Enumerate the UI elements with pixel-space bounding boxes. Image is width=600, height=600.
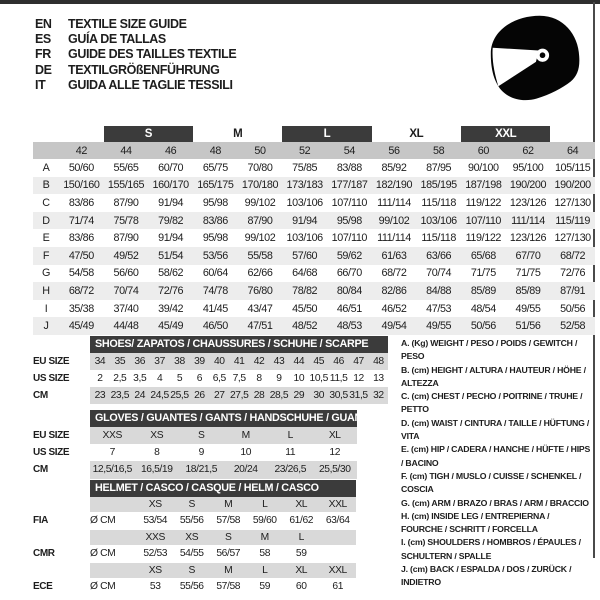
helmet-value-cell: 55/56: [179, 581, 204, 593]
helmet-value-cell: 53: [149, 581, 161, 593]
helmet-standard-label: CMR: [33, 548, 55, 560]
gloves-value-cell: 12: [329, 446, 341, 458]
size-group-m: M: [233, 128, 243, 140]
helmet-value-cell: 59: [295, 548, 307, 560]
size-value-cell: 107/110: [331, 196, 368, 209]
gloves-value-cell: XL: [328, 429, 341, 441]
size-value-cell: 103/106: [420, 214, 457, 227]
size-value-cell: 103/106: [286, 196, 323, 209]
gloves-value-cell: S: [198, 429, 205, 441]
legend-item: A. (Kg) WEIGHT / PESO / POIDS / GEWITCH / PESO: [401, 338, 578, 362]
helmet-size-header: M: [224, 564, 233, 576]
size-value-cell: 155/165: [107, 179, 145, 192]
helmet-size-header: S: [188, 564, 195, 576]
gloves-value-cell: 18/21,5: [185, 464, 218, 475]
size-value-cell: 87/91: [560, 284, 586, 297]
size-group-xl: XL: [409, 128, 424, 140]
shoes-value-cell: 9: [276, 372, 282, 384]
size-value-cell: 55/65: [113, 161, 139, 174]
size-value-cell: 95/98: [202, 232, 228, 245]
size-value-cell: 49/54: [381, 320, 407, 333]
size-value-cell: 54/58: [68, 267, 94, 280]
helmet-value-cell: 52/53: [143, 548, 168, 560]
shoes-value-cell: 3,5: [133, 372, 147, 384]
gloves-value-cell: 23/26,5: [274, 464, 307, 475]
size-value-cell: 190/200: [554, 179, 591, 192]
size-value-cell: 115/118: [421, 232, 456, 245]
size-value-cell: 87/90: [113, 196, 139, 209]
size-value-cell: 91/94: [158, 232, 184, 245]
size-value-cell: 79/82: [158, 214, 184, 227]
gloves-row-label: CM: [33, 464, 48, 475]
size-value-cell: 71/75: [470, 267, 496, 280]
helmet-value-cell: 59: [259, 581, 271, 593]
size-value-cell: 60/70: [158, 161, 184, 174]
legend-item: E. (cm) HIP / CADERA / HANCHE / HÜFTE / HIPS / BACINO: [401, 444, 591, 468]
size-row-label: B: [42, 179, 50, 192]
guide-title: TEXTILE SIZE GUIDE: [68, 17, 187, 31]
shoes-row-label: CM: [33, 389, 48, 401]
size-value-cell: 99/102: [244, 196, 276, 209]
shoes-value-cell: 40: [213, 355, 225, 367]
size-value-cell: 87/90: [247, 214, 273, 227]
size-value-cell: 52/58: [560, 320, 586, 333]
language-row: [35, 63, 236, 78]
helmet-value-cell: 58: [259, 548, 271, 560]
size-value-cell: 190/200: [509, 179, 547, 192]
size-row-label: G: [42, 267, 50, 280]
shoes-value-cell: 27,5: [229, 389, 249, 401]
size-value-cell: 182/190: [375, 179, 413, 192]
size-value-cell: 66/70: [336, 267, 362, 280]
shoes-size-table: [33, 336, 388, 404]
shoes-value-cell: 10,5: [309, 372, 328, 384]
helmet-diameter-label: Ø CM: [90, 581, 116, 593]
shoes-value-cell: 7,5: [232, 372, 246, 384]
size-value-cell: 95/98: [336, 214, 362, 227]
size-value-cell: 80/84: [336, 284, 362, 297]
helmet-value-cell: 57/58: [216, 581, 241, 593]
shoes-value-cell: 36: [134, 355, 146, 367]
size-value-cell: 61/63: [381, 249, 407, 262]
shoes-value-cell: 30,5: [329, 389, 348, 401]
helmet-size-header: M: [260, 531, 269, 543]
language-row: [35, 78, 236, 93]
size-value-cell: 76/80: [247, 284, 273, 297]
shoes-value-cell: 47: [353, 355, 364, 367]
size-value-cell: 45/49: [158, 320, 184, 333]
size-value-cell: 84/88: [426, 284, 452, 297]
language-code: IT: [35, 77, 46, 92]
size-value-cell: 35/38: [68, 302, 94, 315]
size-value-cell: 46/50: [202, 320, 228, 333]
shoes-value-cell: 13: [373, 372, 384, 384]
helmet-size-header: L: [262, 498, 268, 510]
size-value-cell: 115/119: [555, 214, 590, 227]
shoes-value-cell: 48: [373, 355, 384, 367]
size-value-cell: 70/80: [247, 161, 273, 174]
shoes-value-cell: 2: [97, 372, 103, 384]
helmet-standard-label: FIA: [33, 515, 48, 527]
size-value-cell: 48/54: [470, 302, 496, 315]
guide-title: TEXTILGRÖßENFÜHRUNG: [68, 62, 220, 77]
gloves-value-cell: 9: [198, 446, 204, 458]
size-row-label: C: [42, 196, 50, 209]
helmet-value-cell: 61/62: [289, 515, 314, 527]
gloves-value-cell: M: [241, 429, 250, 441]
legend-item: F. (cm) TIGH / MUSLO / CUISSE / SCHENKEL / COSCIA: [401, 470, 582, 495]
size-value-cell: 50/60: [68, 161, 94, 174]
guide-title: GUIDA ALLE TAGLIE TESSILI: [68, 77, 233, 92]
helmet-size-header: M: [224, 498, 233, 510]
size-value-cell: 49/55: [515, 302, 541, 315]
helmet-value-cell: 55/56: [179, 515, 204, 527]
size-value-cell: 83/86: [68, 196, 94, 209]
gloves-value-cell: 12,5/16,5: [92, 464, 132, 475]
size-value-cell: 43/47: [247, 302, 273, 315]
size-column-header: 48: [209, 144, 221, 157]
shoes-value-cell: 45: [313, 355, 325, 367]
size-value-cell: 72/76: [158, 284, 184, 297]
measurement-legend: [401, 337, 593, 590]
size-value-cell: 160/170: [152, 179, 189, 192]
shoes-value-cell: 23,5: [110, 389, 130, 401]
size-value-cell: 85/89: [515, 284, 541, 297]
size-value-cell: 48/53: [336, 320, 362, 333]
shoes-value-cell: 10: [293, 372, 305, 384]
size-value-cell: 49/55: [426, 320, 452, 333]
size-value-cell: 70/74: [113, 284, 139, 297]
size-column-header: 56: [388, 144, 400, 157]
size-value-cell: 105/115: [554, 161, 591, 174]
gloves-value-cell: L: [287, 429, 293, 441]
size-value-cell: 72/76: [560, 267, 586, 280]
size-value-cell: 45/49: [68, 320, 94, 333]
helmet-size-header: XS: [148, 564, 162, 576]
size-value-cell: 39/42: [158, 302, 184, 315]
shoes-value-cell: 37: [154, 355, 165, 367]
size-value-cell: 107/110: [465, 214, 502, 227]
gloves-table-title: GLOVES / GUANTES / GANTS / HANDSCHUHE / GUANTI: [90, 410, 357, 427]
size-value-cell: 70/74: [426, 267, 452, 280]
size-value-cell: 150/160: [63, 179, 100, 192]
size-value-cell: 111/114: [511, 214, 545, 227]
top-border: [0, 0, 600, 4]
size-value-cell: 62/66: [247, 267, 273, 280]
size-group-s: S: [104, 126, 193, 142]
size-value-cell: 187/198: [465, 179, 502, 192]
size-value-cell: 165/175: [197, 179, 234, 192]
shoes-value-cell: 31,5: [349, 389, 368, 401]
shoes-value-cell: 2,5: [113, 372, 127, 384]
size-value-cell: 68/72: [381, 267, 407, 280]
size-value-cell: 71/75: [515, 267, 541, 280]
size-value-cell: 60/64: [202, 267, 228, 280]
size-value-cell: 44/48: [113, 320, 139, 333]
legend-item: C. (cm) CHEST / PECHO / POITRINE / TRUHE / PETTO: [401, 391, 583, 415]
size-value-cell: 87/90: [113, 232, 139, 245]
helmet-table-title: HELMET / CASCO / CASQUE / HELM / CASCO: [90, 480, 356, 497]
helmet-standard-label: ECE: [33, 581, 53, 593]
language-code: FR: [35, 47, 51, 62]
size-value-cell: 123/126: [509, 196, 547, 209]
helmet-value-cell: 57/58: [216, 515, 241, 527]
shoes-value-cell: 6: [196, 372, 203, 384]
gloves-value-cell: 7: [109, 446, 115, 458]
size-value-cell: 185/195: [420, 179, 457, 192]
size-value-cell: 99/102: [244, 232, 276, 245]
gloves-value-cell: XS: [150, 429, 164, 441]
size-value-cell: 74/78: [202, 284, 228, 297]
size-value-cell: 49/52: [113, 249, 139, 262]
size-column-header: 50: [254, 144, 266, 157]
language-row: [35, 47, 236, 62]
size-value-cell: 85/89: [470, 284, 496, 297]
size-value-cell: 91/94: [158, 196, 184, 209]
size-value-cell: 127/130: [554, 196, 591, 209]
helmet-value-cell: 63/64: [325, 515, 350, 527]
size-value-cell: 68/72: [560, 249, 586, 262]
gloves-value-cell: 20/24: [233, 464, 258, 475]
size-value-cell: 99/102: [378, 214, 410, 227]
shoes-value-cell: 8: [256, 372, 262, 384]
legend-item: D. (cm) WAIST / CINTURA / TAILLE / HÜFTUNG / VITA: [401, 417, 590, 442]
size-value-cell: 87/95: [426, 161, 452, 174]
size-value-cell: 115/118: [421, 196, 456, 209]
gloves-value-cell: 25,5/30: [318, 464, 351, 475]
size-value-cell: 47/51: [247, 320, 273, 333]
size-value-cell: 65/75: [202, 161, 228, 174]
legend-item: G. (cm) ARM / BRAZO / BRAS / ARM / BRACCIO: [401, 497, 589, 508]
shoes-row-label: US SIZE: [33, 372, 70, 384]
size-value-cell: 53/56: [202, 249, 228, 262]
shoes-value-cell: 35: [114, 355, 126, 367]
shoes-table-title: SHOES/ ZAPATOS / CHAUSSURES / SCHUHE / SCARPE: [90, 336, 388, 353]
legend-item: H. (cm) INSIDE LEG / ENTREPIERNA / FOURCHE / SCHRITT / FORCELLA: [401, 510, 550, 535]
size-value-cell: 83/86: [202, 214, 228, 227]
size-value-cell: 82/86: [381, 284, 407, 297]
helmet-value-cell: 59/60: [252, 515, 277, 527]
helmet-value-cell: 60: [295, 581, 307, 593]
size-column-header: 64: [567, 144, 579, 157]
size-value-cell: 63/66: [426, 249, 452, 262]
size-value-cell: 50/56: [560, 302, 586, 315]
helmet-size-header: XL: [295, 564, 308, 576]
helmet-size-header: S: [225, 531, 232, 543]
shoes-value-cell: 28,5: [269, 389, 289, 401]
helmet-size-header: L: [262, 564, 268, 576]
language-row: [35, 17, 236, 32]
shoes-value-cell: 38: [174, 355, 185, 367]
size-row-label: A: [42, 161, 50, 174]
size-value-cell: 177/187: [331, 179, 368, 192]
size-value-cell: 127/130: [554, 232, 591, 245]
size-value-cell: 47/53: [426, 302, 452, 315]
language-code: ES: [35, 32, 51, 47]
size-value-cell: 68/72: [68, 284, 94, 297]
size-value-cell: 95/100: [512, 161, 544, 174]
helmet-size-header: S: [188, 498, 195, 510]
size-row-label: F: [42, 249, 50, 262]
size-value-cell: 75/78: [113, 214, 139, 227]
size-row-label: D: [42, 214, 50, 227]
gloves-row-label: US SIZE: [33, 446, 70, 458]
shoes-row-label: EU SIZE: [33, 355, 70, 367]
textile-size-table: [33, 126, 595, 335]
gloves-row-label: EU SIZE: [33, 429, 70, 441]
shoes-value-cell: 30: [313, 389, 325, 401]
size-value-cell: 41/45: [202, 302, 228, 315]
shoes-value-cell: 4: [156, 372, 163, 384]
size-value-cell: 107/110: [331, 232, 368, 245]
size-value-cell: 46/51: [336, 302, 362, 315]
shoes-value-cell: 5: [176, 372, 183, 384]
size-value-cell: 173/183: [286, 179, 323, 192]
size-column-header: 62: [522, 144, 534, 157]
legend-item: B. (cm) HEIGHT / ALTURA / HAUTEUR / HÖHE / ALTEZZA: [401, 364, 586, 388]
size-column-header: 42: [75, 144, 87, 157]
size-value-cell: 111/114: [377, 232, 411, 245]
size-value-cell: 119/122: [465, 232, 502, 245]
size-value-cell: 48/52: [292, 320, 318, 333]
language-code: DE: [35, 62, 52, 77]
size-column-header: 58: [433, 144, 445, 157]
size-value-cell: 37/40: [113, 302, 139, 315]
size-value-cell: 91/94: [292, 214, 318, 227]
size-value-cell: 59/62: [336, 249, 362, 262]
size-value-cell: 71/74: [68, 214, 94, 227]
guide-title: GUIDE DES TAILLES TEXTILE: [68, 47, 237, 62]
size-value-cell: 67/70: [515, 249, 541, 262]
size-value-cell: 51/54: [158, 249, 184, 262]
size-value-cell: 85/92: [381, 161, 407, 174]
size-value-cell: 57/60: [292, 249, 318, 262]
gloves-value-cell: 8: [154, 446, 160, 458]
gloves-value-cell: 11: [285, 446, 296, 458]
helmet-value-cell: 56/57: [216, 548, 241, 560]
size-value-cell: 46/52: [381, 302, 407, 315]
legend-item: J. (cm) BACK / ESPALDA / DOS / ZURÜCK / INDIETRO: [401, 564, 572, 588]
helmet-size-header: XXS: [145, 531, 165, 543]
shoes-value-cell: 12: [353, 372, 364, 384]
shoes-value-cell: 25,5: [170, 389, 189, 401]
shoes-value-cell: 24: [134, 389, 146, 401]
gloves-size-table: [33, 410, 371, 479]
size-row-label: H: [42, 284, 50, 297]
helmet-size-header: XL: [295, 498, 308, 510]
helmet-size-header: XXL: [328, 498, 347, 510]
helmet-icon: [487, 12, 583, 106]
size-value-cell: 56/60: [113, 267, 139, 280]
gloves-value-cell: 10: [240, 446, 252, 458]
gloves-value-cell: XXS: [102, 429, 122, 441]
helmet-value-cell: 53/54: [143, 515, 168, 527]
helmet-value-cell: 61: [332, 581, 344, 593]
helmet-size-header: XXL: [328, 564, 347, 576]
language-code: EN: [35, 17, 52, 31]
shoes-value-cell: 26: [194, 389, 205, 401]
size-value-cell: 65/68: [470, 249, 496, 262]
size-value-cell: 58/62: [158, 267, 184, 280]
size-column-header: 46: [165, 144, 177, 157]
size-column-header: 52: [299, 144, 311, 157]
shoes-value-cell: 32: [373, 389, 384, 401]
size-value-cell: 45/50: [292, 302, 318, 315]
shoes-value-cell: 43: [273, 355, 285, 367]
size-value-cell: 47/50: [68, 249, 94, 262]
size-value-cell: 170/180: [241, 179, 279, 192]
helmet-diameter-label: Ø CM: [90, 515, 116, 527]
shoes-value-cell: 24,5: [150, 389, 169, 401]
helmet-size-table: [33, 480, 356, 596]
size-value-cell: 83/86: [68, 232, 94, 245]
size-column-header: 44: [120, 144, 132, 157]
language-row: [35, 32, 236, 47]
size-value-cell: 75/85: [292, 161, 318, 174]
helmet-value-cell: 54/55: [179, 548, 204, 560]
size-column-header: 54: [343, 144, 355, 157]
size-value-cell: 95/98: [202, 196, 228, 209]
guide-title: GUÍA DE TALLAS: [68, 32, 166, 47]
size-value-cell: 90/100: [468, 161, 499, 174]
shoes-value-cell: 39: [194, 355, 205, 367]
size-group-xxl: XXL: [461, 126, 550, 142]
size-row-label: E: [42, 232, 50, 245]
shoes-value-cell: 11,5: [329, 372, 348, 384]
shoes-value-cell: 23: [94, 389, 106, 401]
helmet-diameter-label: Ø CM: [90, 548, 116, 560]
shoes-value-cell: 41: [233, 355, 245, 367]
shoes-value-cell: 42: [253, 355, 265, 367]
shoes-value-cell: 6,5: [212, 372, 226, 384]
size-column-header: 60: [477, 144, 489, 157]
size-value-cell: 123/126: [509, 232, 547, 245]
shoes-value-cell: 27: [213, 389, 225, 401]
shoes-value-cell: 28: [253, 389, 265, 401]
size-value-cell: 83/88: [336, 161, 362, 174]
size-value-cell: 78/82: [292, 284, 318, 297]
helmet-size-header: XS: [148, 498, 162, 510]
shoes-value-cell: 44: [293, 355, 305, 367]
size-row-label: J: [43, 320, 49, 333]
gloves-value-cell: 16,5/19: [140, 464, 173, 475]
size-value-cell: 50/56: [470, 320, 496, 333]
size-row-label: I: [44, 302, 48, 315]
size-value-cell: 119/122: [465, 196, 502, 209]
size-value-cell: 51/56: [515, 320, 541, 333]
size-value-cell: 103/106: [286, 232, 323, 245]
shoes-value-cell: 46: [333, 355, 344, 367]
shoes-value-cell: 34: [94, 355, 106, 367]
size-value-cell: 111/114: [377, 196, 411, 209]
legend-item: I. (cm) SHOULDERS / HOMBROS / ÉPAULES / SCHULTERN / SPALLE: [401, 537, 581, 561]
language-title-list: [35, 17, 236, 93]
helmet-size-header: XS: [185, 531, 199, 543]
size-value-cell: 55/58: [247, 249, 273, 262]
helmet-size-header: L: [298, 531, 304, 543]
size-value-cell: 64/68: [292, 267, 318, 280]
shoes-value-cell: 29: [293, 389, 305, 401]
size-group-l: L: [282, 126, 371, 142]
